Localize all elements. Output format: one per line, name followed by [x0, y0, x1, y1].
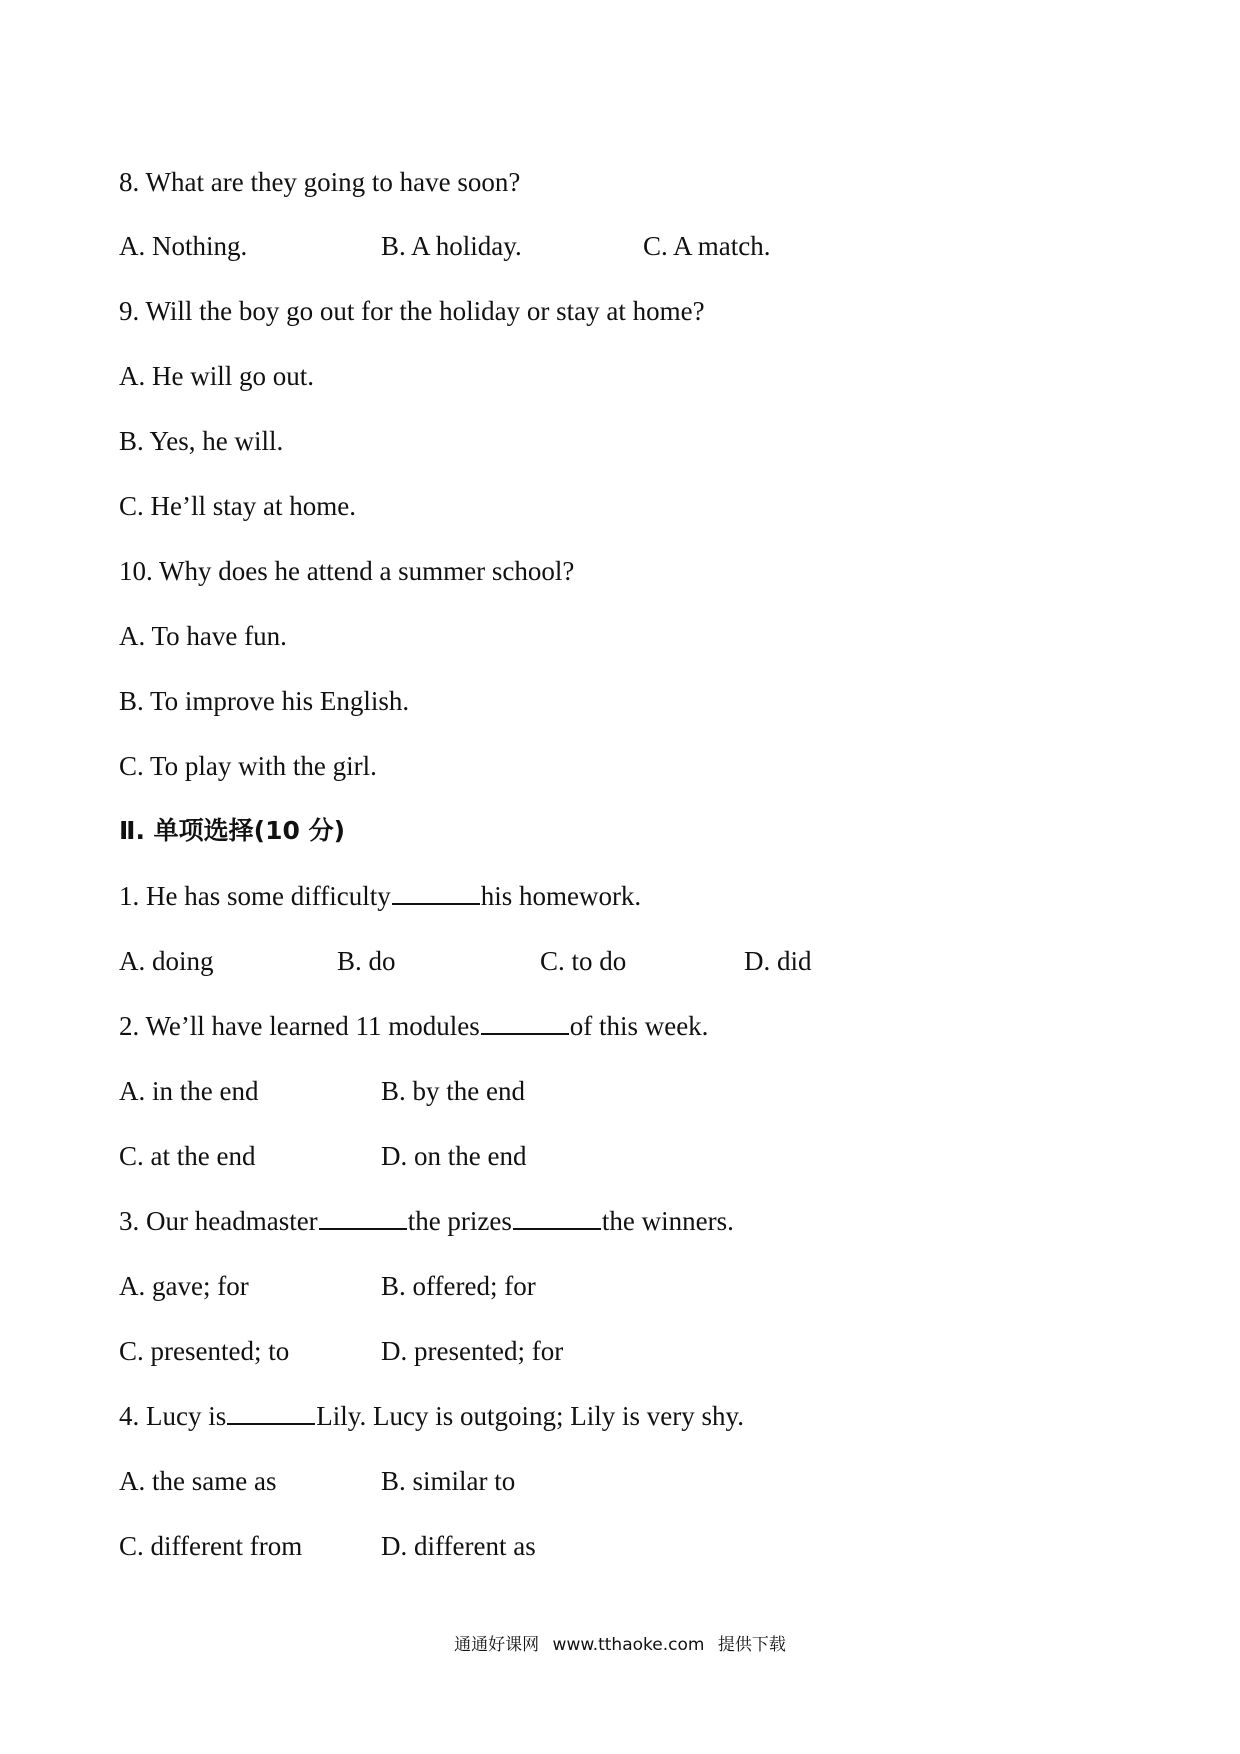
option-d: D. on the end — [381, 1141, 527, 1171]
option-a: A. Nothing. — [119, 231, 248, 261]
option-b: B. A holiday. — [381, 231, 522, 261]
option-a: A. He will go out. — [119, 361, 314, 391]
option-c: C. at the end — [119, 1141, 256, 1171]
question-3-text-before: 3. Our headmaster — [119, 1206, 318, 1236]
question-4-text-before: 4. Lucy is — [119, 1401, 227, 1431]
question-2-text-before: 2. We’ll have learned 11 modules — [119, 1011, 480, 1041]
question-1-text-after: his homework. — [480, 881, 642, 911]
question-2-text-after: of this week. — [569, 1011, 709, 1041]
question-1-text-before: 1. He has some difficulty — [119, 881, 391, 911]
question-4-text-after: Lily. Lucy is outgoing; Lily is very shy. — [316, 1401, 744, 1431]
option-b: B. Yes, he will. — [119, 426, 284, 456]
option-b: B. by the end — [381, 1076, 525, 1106]
option-c: C. He’ll stay at home. — [119, 491, 356, 521]
question-4 — [119, 1400, 744, 1432]
question-4-options-row-2 — [119, 1530, 536, 1626]
option-d: D. did — [744, 946, 812, 976]
footer-note: 提供下载 — [717, 1635, 786, 1655]
option-c: C. presented; to — [119, 1336, 290, 1366]
option-c: C. A match. — [643, 231, 771, 261]
question-3-text-middle: the prizes — [407, 1206, 512, 1236]
question-8: 8. What are they going to have soon? — [119, 167, 521, 197]
answer-blank — [319, 1206, 407, 1230]
option-b: B. To improve his English. — [119, 686, 410, 716]
option-b: B. similar to — [381, 1466, 516, 1496]
option-c: C. different from — [119, 1531, 303, 1561]
question-3-text-after: the winners. — [601, 1206, 734, 1236]
question-3 — [119, 1205, 734, 1237]
option-a: A. the same as — [119, 1466, 277, 1496]
answer-blank — [392, 881, 480, 905]
option-c: C. to do — [540, 946, 627, 976]
footer-url[interactable]: www.tthaoke.com — [552, 1635, 705, 1655]
option-b: B. do — [337, 946, 396, 976]
option-a: A. in the end — [119, 1076, 259, 1106]
section-heading: Ⅱ. 单项选择(10 分) — [119, 816, 346, 845]
option-a: A. doing — [119, 946, 214, 976]
option-b: B. offered; for — [381, 1271, 536, 1301]
option-d: D. different as — [381, 1531, 536, 1561]
option-c: C. To play with the girl. — [119, 751, 377, 781]
question-10: 10. Why does he attend a summer school? — [119, 556, 575, 586]
option-a: A. To have fun. — [119, 621, 287, 651]
question-2 — [119, 1010, 708, 1042]
option-a: A. gave; for — [119, 1271, 249, 1301]
question-9: 9. Will the boy go out for the holiday or stay at home? — [119, 296, 705, 326]
question-1 — [119, 880, 641, 912]
answer-blank — [227, 1401, 315, 1425]
page-footer — [0, 1634, 1240, 1656]
footer-site-name: 通通好课网 — [454, 1635, 540, 1655]
answer-blank — [513, 1206, 601, 1230]
answer-blank — [481, 1011, 569, 1035]
option-d: D. presented; for — [381, 1336, 564, 1366]
